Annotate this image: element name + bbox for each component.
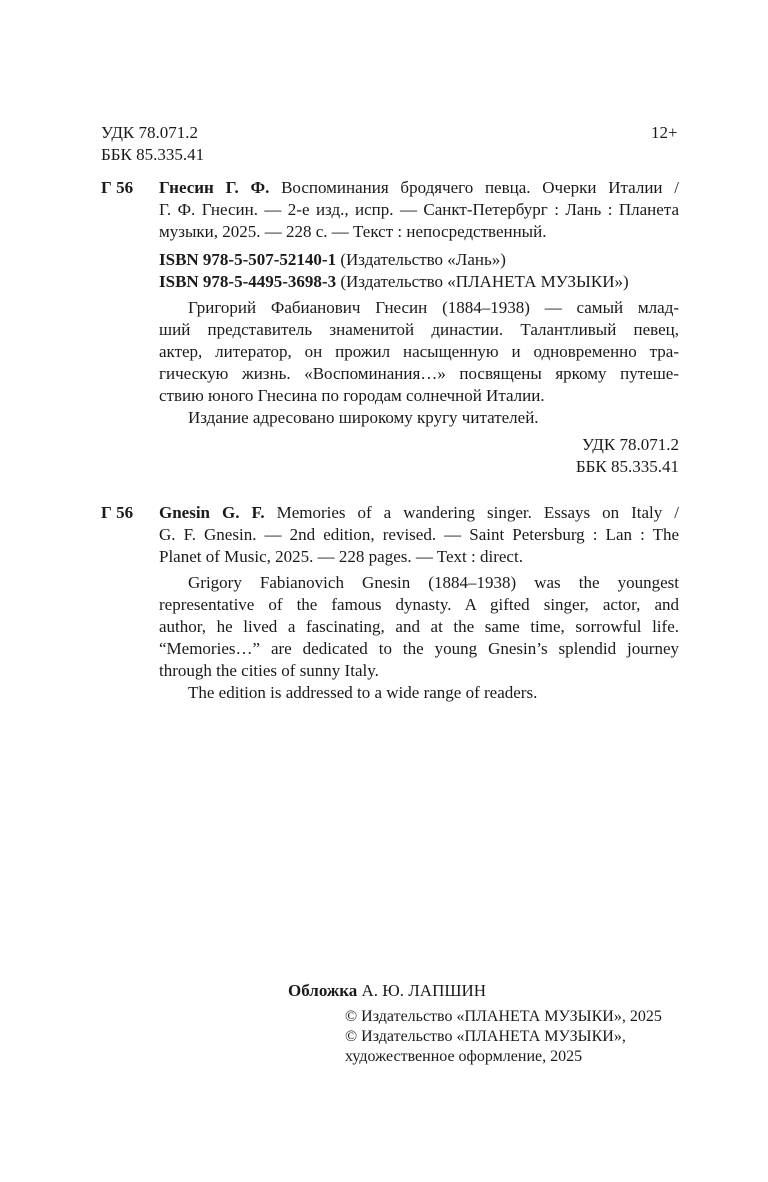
ru-title-line-1 — [159, 177, 679, 199]
cover-name: А. Ю. ЛАПШИН — [361, 981, 487, 1000]
isbn-lan-publisher: (Издательство «Лань») — [340, 250, 506, 269]
copyright-line-1: © Издательство «ПЛАНЕТА МУЗЫКИ», 2025 — [345, 1008, 662, 1025]
en-audience: The edition is addressed to a wide range of readers. — [188, 683, 538, 702]
ru-author: Гнесин Г. Ф. — [159, 178, 270, 197]
en-author: Gnesin G. F. — [159, 503, 265, 522]
header-bbk: ББК 85.335.41 — [101, 145, 205, 164]
en-author-code: Г 56 — [101, 503, 134, 522]
isbn-lan — [159, 249, 506, 271]
ru-annotation-line-2: ший представитель знаменитой династии. Талантливый певец, — [159, 320, 679, 339]
isbn-planeta-number: ISBN 978-5-4495-3698-3 — [159, 272, 337, 291]
copyright-line-3: художественное оформление, 2025 — [345, 1048, 583, 1065]
en-title-line-1-text: Memories of a wandering singer. Essays on Italy / — [276, 503, 680, 522]
en-title-line-3: Planet of Music, 2025. — 228 pages. — Text : direct. — [159, 547, 523, 566]
ru-title-line-3: музыки, 2025. — 228 с. — Текст : непосредственный. — [159, 222, 547, 241]
ru-audience: Издание адресовано широкому кругу читателей. — [188, 408, 539, 427]
isbn-planeta — [159, 271, 629, 293]
ru-author-code: Г 56 — [101, 178, 134, 197]
cover-credit — [288, 980, 486, 1002]
ru-udk: УДК 78.071.2 — [581, 435, 679, 454]
ru-annotation-line-5: ствию юного Гнесина по городам солнечной Италии. — [159, 386, 545, 405]
copyright-line-2: © Издательство «ПЛАНЕТА МУЗЫКИ», — [345, 1028, 626, 1045]
en-annotation-line-4: “Memories…” are dedicated to the young Gnesin’s splendid journey — [159, 639, 679, 658]
en-title-line-1 — [159, 502, 679, 524]
ru-bbk: ББК 85.335.41 — [575, 457, 679, 476]
ru-annotation-line-4: гическую жизнь. «Воспоминания…» посвящены яркому путеше- — [159, 364, 679, 383]
header-udk: УДК 78.071.2 — [101, 123, 199, 142]
en-title-line-2: G. F. Gnesin. — 2nd edition, revised. — Saint Petersburg : Lan : The — [159, 525, 679, 544]
en-annotation-line-2: representative of the famous dynasty. A gifted singer, actor, and — [159, 595, 679, 614]
en-annotation-line-5: through the cities of sunny Italy. — [159, 661, 379, 680]
ru-annotation-line-1: Григорий Фабианович Гнесин (1884–1938) — самый млад- — [188, 298, 679, 317]
en-annotation-line-3: author, he lived a fascinating, and at the same time, sorrowful life. — [159, 617, 679, 636]
isbn-lan-number: ISBN 978-5-507-52140-1 — [159, 250, 337, 269]
ru-annotation-line-3: актер, литератор, он прожил насыщенную и одновременно тра- — [159, 342, 679, 361]
cover-label: Обложка — [288, 981, 358, 1000]
isbn-planeta-publisher: (Издательство «ПЛАНЕТА МУЗЫКИ») — [340, 272, 629, 291]
age-rating: 12+ — [651, 123, 678, 142]
ru-title-line-1-text: Воспоминания бродячего певца. Очерки Италии / — [281, 178, 679, 197]
en-annotation-line-1: Grigory Fabianovich Gnesin (1884–1938) was the youngest — [188, 573, 679, 592]
ru-title-line-2: Г. Ф. Гнесин. — 2-е изд., испр. — Санкт-Петербург : Лань : Планета — [159, 200, 679, 219]
